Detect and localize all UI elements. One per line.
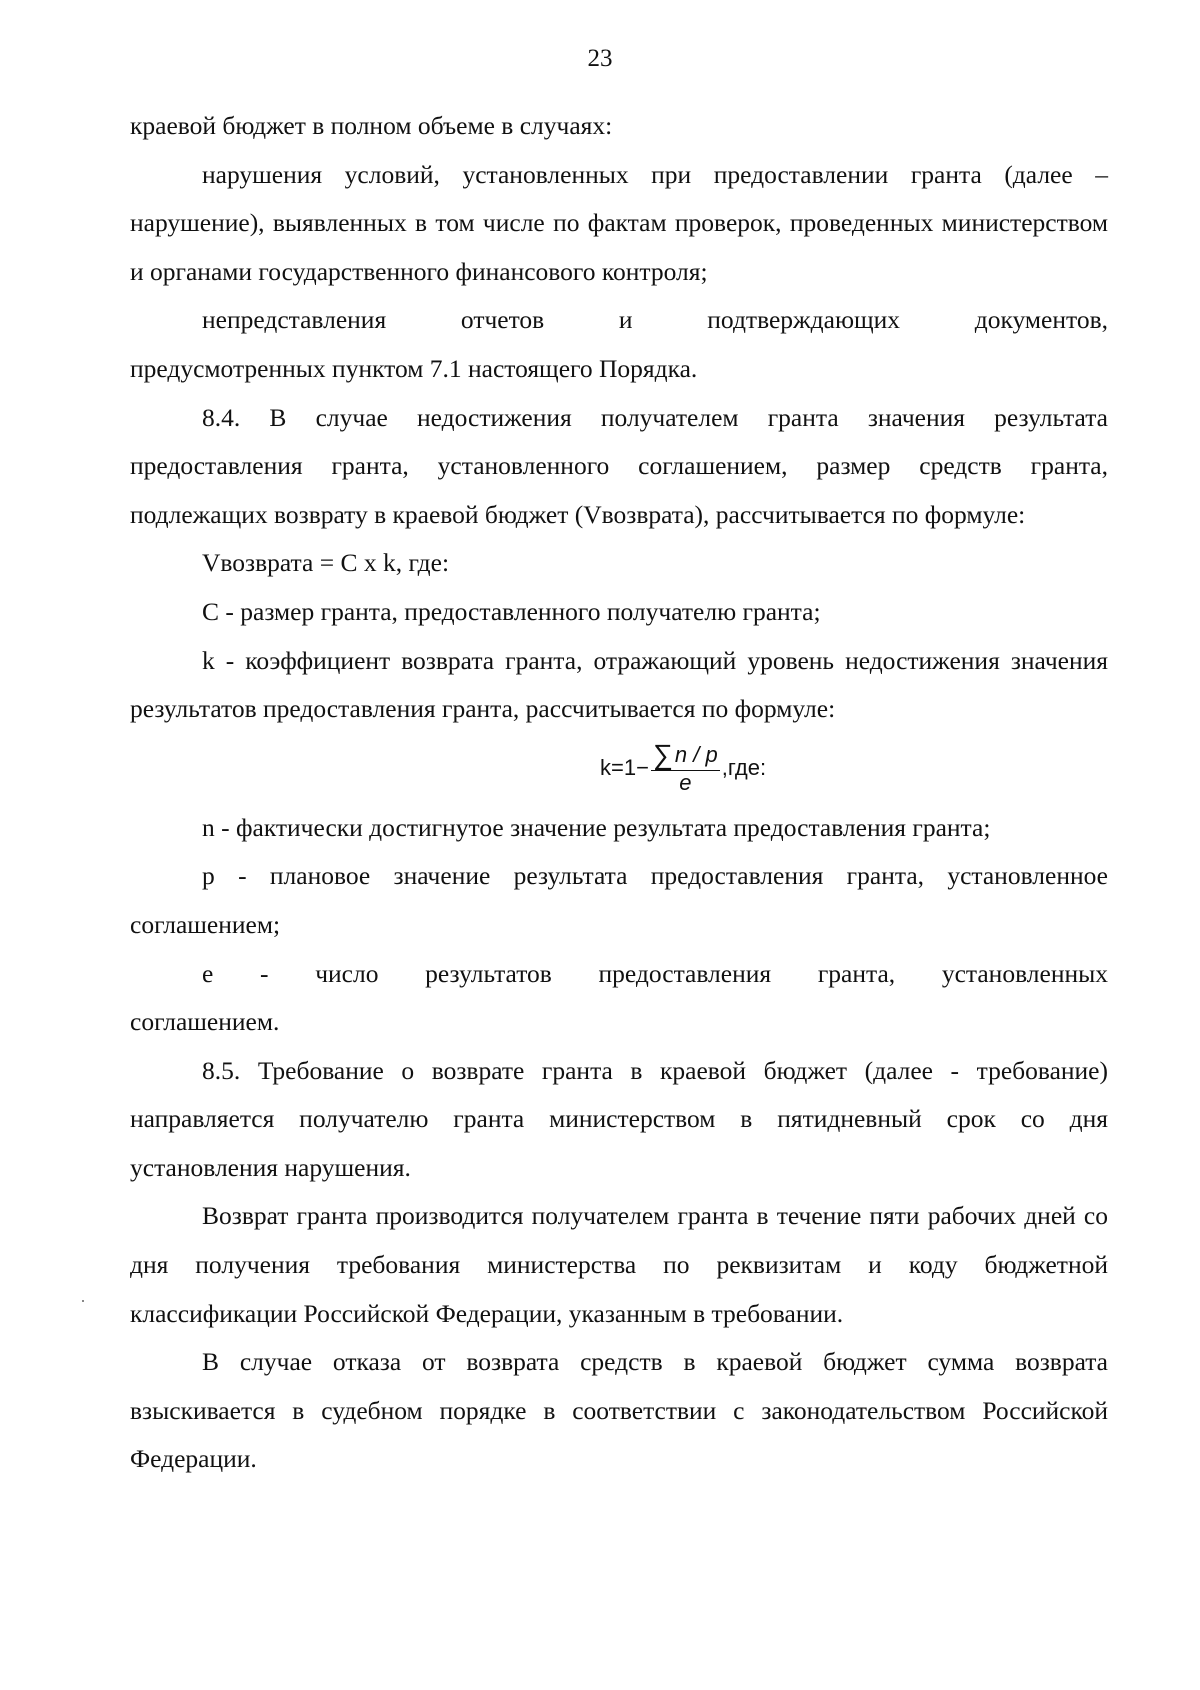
document-body	[130, 102, 1108, 1484]
formula-k	[600, 740, 766, 798]
paragraph-non-submission-line1: непредставления отчетов и подтверждающих документов,	[202, 305, 1108, 335]
formula-k-block	[130, 734, 1108, 804]
paragraph-violation-conditions: нарушения условий, установленных при предоставлении гранта (далее – нарушение), выявленных в том числе по фактам проверок, проведенных министерством и органами государственного финансового контроля;	[130, 159, 1108, 286]
formula-lhs: k=1−	[600, 755, 649, 781]
definition-e-line2: соглашением.	[130, 1007, 280, 1037]
paragraph-non-submission-line2: предусмотренных пунктом 7.1 настоящего Порядка.	[130, 353, 698, 383]
formula-denominator: e	[679, 770, 692, 796]
formula-numerator	[651, 739, 720, 771]
paragraph-8-5: 8.5. Требование о возврате гранта в краевой бюджет (далее - требование) направляется получателю гранта министерством в пятидневный срок со дня установления нарушения.	[130, 1055, 1108, 1182]
formula-v-return: Vвозврата = C x k, где:	[202, 548, 450, 578]
scan-artifact-dot	[82, 1300, 84, 1302]
sigma-symbol: ∑	[652, 739, 673, 771]
formula-fraction	[651, 739, 720, 796]
paragraph-refusal: В случае отказа от возврата средств в краевой бюджет сумма возврата взыскивается в судебном порядке в соответствии с законодательством Российской Федерации.	[130, 1347, 1108, 1474]
page-number: 23	[587, 45, 613, 72]
formula-suffix: ,где:	[721, 755, 767, 781]
formula-numerator-text: n / p	[674, 742, 718, 768]
definition-c: C - размер гранта, предоставленного получателю гранта;	[202, 596, 821, 626]
paragraph-continuation: краевой бюджет в полном объеме в случаях:	[130, 111, 613, 140]
definition-p: p - плановое значение результата предоставления гранта, установленное соглашением;	[130, 861, 1108, 939]
definition-n: n - фактически достигнутое значение результата предоставления гранта;	[202, 812, 991, 842]
paragraph-8-4: 8.4. В случае недостижения получателем гранта значения результата предоставления гранта, установленного соглашением, размер средств гранта, подлежащих возврату в краевой бюджет (Vвозврата), рассчитывается по формуле:	[130, 402, 1108, 529]
definition-k: k - коэффициент возврата гранта, отражающий уровень недостижения значения результатов предоставления гранта, рассчитывается по формуле:	[130, 645, 1108, 724]
definition-e-line1: e - число результатов предоставления гранта, установленных	[202, 958, 1108, 988]
paragraph-return-procedure: Возврат гранта производится получателем гранта в течение пяти рабочих дней со дня получения требования министерства по реквизитам и коду бюджетной классификации Российской Федерации, указанным в требовании.	[130, 1201, 1108, 1328]
